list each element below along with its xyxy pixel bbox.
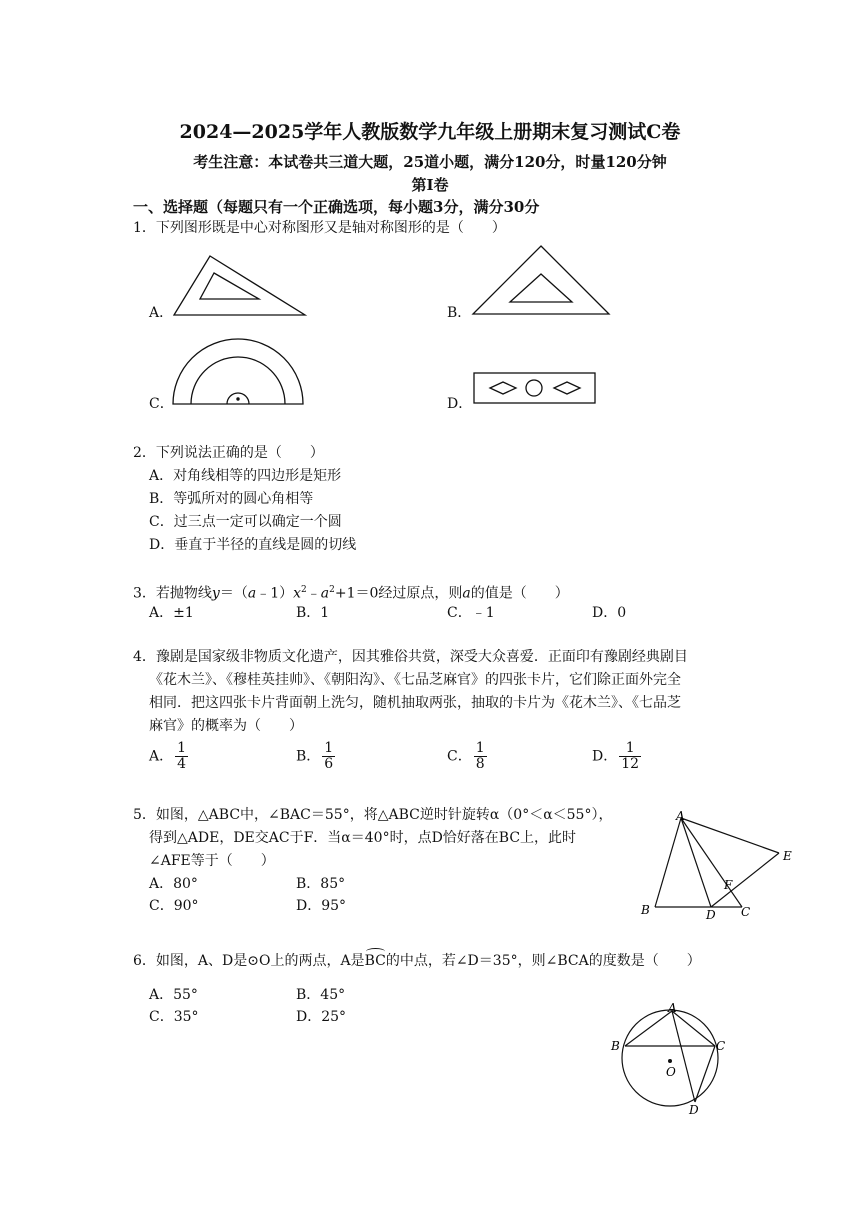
q3-option-d: D．0 xyxy=(592,605,627,621)
q5-label-f: F xyxy=(724,878,733,892)
q6-label-a: A xyxy=(668,1001,677,1015)
q1-option-d-label: D． xyxy=(447,396,473,412)
q1-figure-c-protractor xyxy=(170,332,306,407)
question-4-line-3: 相同．把这四张卡片背面朝上洗匀，随机抽取两张，抽取的卡片为《花木兰》、《七品芝 xyxy=(149,695,681,711)
q3-option-a: A．±1 xyxy=(149,605,194,621)
q5-label-c: C xyxy=(741,905,751,919)
question-2-stem: 2．下列说法正确的是（ ） xyxy=(133,445,324,461)
q6-label-c: C xyxy=(716,1039,726,1053)
question-4-line-1: 4．豫剧是国家级非物质文化遗产，因其雅俗共赏，深受大众喜爱．正面印有豫剧经典剧目 xyxy=(133,649,688,665)
q6-circle-figure xyxy=(606,998,746,1120)
q2-option-c: C．过三点一定可以确定一个圆 xyxy=(149,514,342,530)
q2-option-b: B．等弧所对的圆心角相等 xyxy=(149,491,314,507)
volume-heading: 第Ⅰ卷 xyxy=(411,176,449,194)
q5-label-b: B xyxy=(641,903,650,917)
q5-option-d: D．95° xyxy=(296,898,347,914)
question-4-line-4: 麻官》的概率为（ ） xyxy=(149,718,303,734)
section-heading: 一、选择题（每题只有一个正确选项，每小题3分，满分30分 xyxy=(133,198,540,216)
question-4-line-2: 《花木兰》、《穆桂英挂帅》、《朝阳沟》、《七品芝麻官》的四张卡片，它们除正面外完全 xyxy=(149,672,681,688)
q1-option-b-label: B． xyxy=(447,305,472,321)
q6-label-b: B xyxy=(611,1039,620,1053)
exam-notice: 考生注意：本试卷共三道大题，25道小题，满分120分，时量120分钟 xyxy=(193,153,667,171)
q5-label-d: D xyxy=(706,908,716,922)
q6-option-a: A．55° xyxy=(149,987,198,1003)
q4-option-c: C． $\frac{1}{8}$ xyxy=(447,740,485,772)
q2-option-d: D．垂直于半径的直线是圆的切线 xyxy=(149,537,357,553)
q3-option-b: B．1 xyxy=(296,605,330,621)
arc-bc-symbol: BC xyxy=(365,951,386,972)
q1-figure-d-ruler xyxy=(472,371,598,406)
exam-title: 2024—2025学年人教版数学九年级上册期末复习测试C卷 xyxy=(179,121,681,143)
q5-label-e: E xyxy=(783,849,792,863)
q6-option-c: C．35° xyxy=(149,1009,199,1025)
q5-option-a: A．80° xyxy=(149,876,198,892)
q5-label-a: A xyxy=(676,809,685,823)
q4-option-a: A． $\frac{1}{4}$ xyxy=(149,740,187,772)
q2-option-a: A．对角线相等的四边形是矩形 xyxy=(149,468,342,484)
q1-option-a-label: A． xyxy=(149,305,174,321)
q1-option-c-label: C． xyxy=(149,396,174,412)
question-6-stem: 6．如图，A、D是⊙O上的两点，A是BC的中点，若∠D＝35°，则∠BCA的度数是（ ） xyxy=(133,951,701,972)
question-5-line-2: 得到△ADE，DE交AC于F．当α＝40°时，点D恰好落在BC上，此时 xyxy=(149,830,577,846)
q6-option-d: D．25° xyxy=(296,1009,347,1025)
q5-option-b: B．85° xyxy=(296,876,346,892)
question-5-line-3: ∠AFE等于（ ） xyxy=(149,853,275,869)
q6-label-o: O xyxy=(666,1065,676,1079)
q4-option-d: D． $\frac{1}{12}$ xyxy=(592,740,640,772)
q6-label-d: D xyxy=(689,1103,699,1117)
q1-figure-b-isosceles-set-square xyxy=(470,244,612,317)
q4-option-b: B． $\frac{1}{6}$ xyxy=(296,740,334,772)
question-5-line-1: 5．如图，△ABC中，∠BAC＝55°，将△ABC逆时针旋转α（0°＜α＜55°）， xyxy=(133,807,613,823)
q6-option-b: B．45° xyxy=(296,987,346,1003)
q5-triangle-figure xyxy=(636,808,800,922)
q5-option-c: C．90° xyxy=(149,898,199,914)
q3-option-c: C．﹣1 xyxy=(447,605,495,621)
question-1-stem: 1．下列图形既是中心对称图形又是轴对称图形的是（ ） xyxy=(133,220,506,236)
question-3-stem: 3．若抛物线$y=(a﹣1)x^2﹣a^2+1=0$经过原点，则a的值是（ ） xyxy=(133,585,569,602)
q1-figure-a-set-square xyxy=(170,253,310,318)
